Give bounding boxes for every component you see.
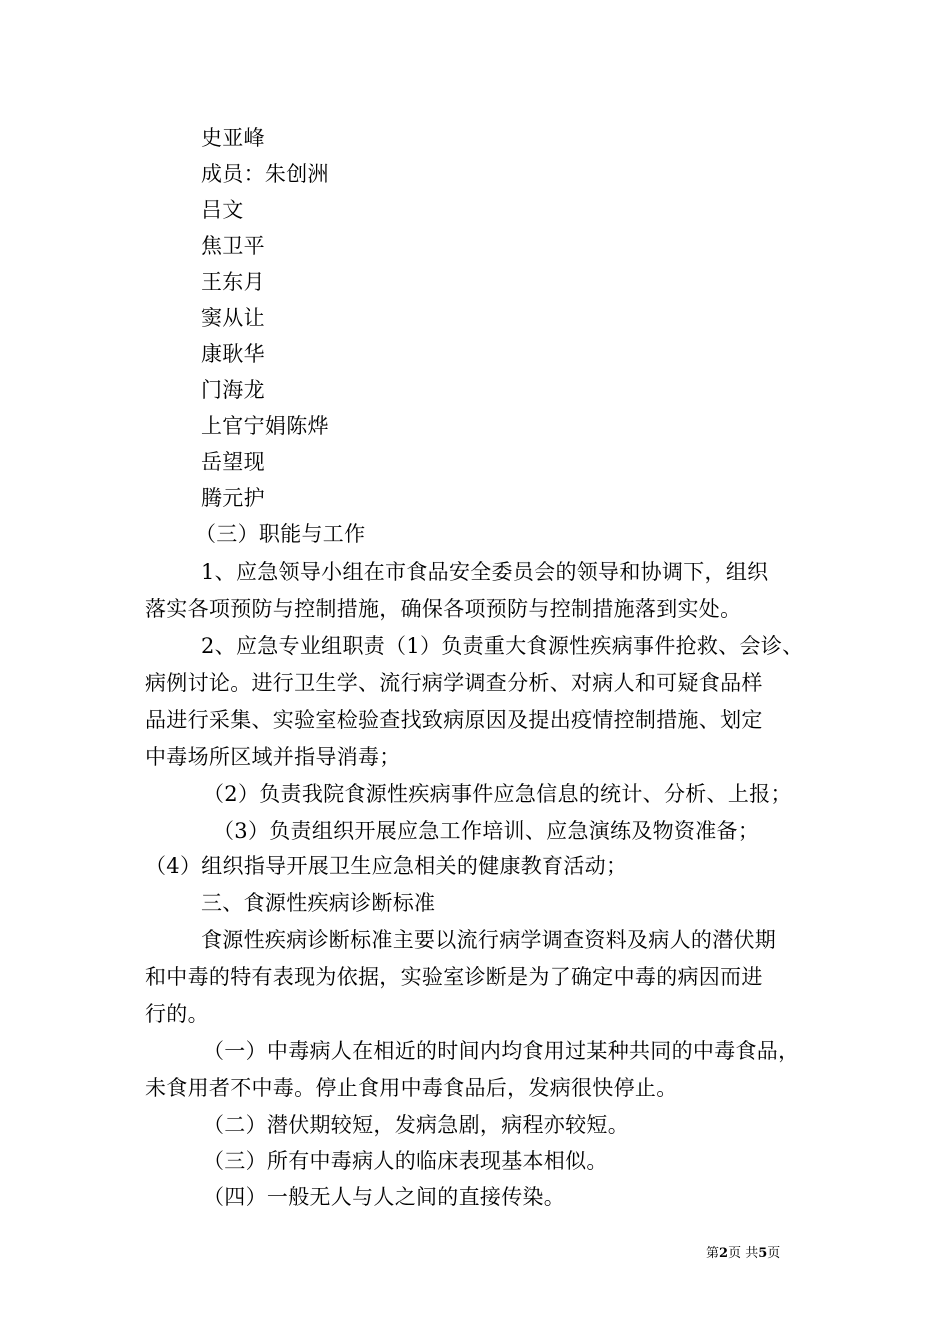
member-name: 康耿华: [201, 342, 265, 366]
paragraph-line: 中毒场所区域并指导消毒；: [145, 745, 401, 769]
paragraph-line: （一）中毒病人在相近的时间内均食用过某种共同的中毒食品，: [203, 1039, 800, 1063]
paragraph-line: （2）负责我院食源性疾病事件应急信息的统计、分析、上报；: [203, 782, 792, 806]
paragraph-line: 2、应急专业组职责（1）负责重大食源性疾病事件抢救、会诊、: [201, 634, 804, 658]
total-page-number: 5: [758, 1246, 768, 1261]
page-number-footer: [706, 1246, 780, 1262]
paragraph-line: 品进行采集、实验室检验查找致病原因及提出疫情控制措施、划定: [145, 708, 763, 732]
member-name: 门海龙: [201, 378, 265, 402]
member-name: 腾元护: [201, 486, 265, 510]
member-name: 史亚峰: [201, 126, 265, 150]
footer-prefix: 第: [706, 1246, 720, 1261]
member-name: 焦卫平: [201, 234, 265, 258]
member-name: 窦从让: [201, 306, 265, 330]
paragraph-line: （四）一般无人与人之间的直接传染。: [203, 1185, 566, 1209]
paragraph-line: 病例讨论。进行卫生学、流行病学调查分析、对病人和可疑食品样: [145, 671, 763, 695]
member-name: 朱创洲: [264, 162, 329, 186]
paragraph-line: （三）所有中毒病人的临床表现基本相似。: [203, 1149, 608, 1173]
paragraph-line: （二）潜伏期较短，发病急剧，病程亦较短。: [203, 1113, 629, 1137]
paragraph-line: （4）组织指导开展卫生应急相关的健康教育活动；: [145, 854, 628, 878]
paragraph-line: 1、应急领导小组在市食品安全委员会的领导和协调下，组织: [201, 560, 769, 584]
paragraph-line: 行的。: [145, 1002, 209, 1026]
paragraph-line: 未食用者不中毒。停止食用中毒食品后，发病很快停止。: [145, 1076, 678, 1100]
section-heading: （三）职能与工作: [195, 522, 366, 546]
member-name: 吕文: [201, 198, 244, 222]
footer-suffix: 页: [767, 1246, 781, 1261]
member-name: 上官宁娟陈烨: [201, 414, 329, 438]
member-name: 岳望现: [201, 450, 265, 474]
paragraph-line: （3）负责组织开展应急工作培训、应急演练及物资准备；: [213, 819, 760, 843]
current-page-number: 2: [719, 1246, 729, 1261]
member-name: 王东月: [201, 270, 265, 294]
members-line: [201, 161, 329, 187]
paragraph-line: 落实各项预防与控制措施，确保各项预防与控制措施落到实处。: [145, 597, 742, 621]
paragraph-line: 和中毒的特有表现为依据，实验室诊断是为了确定中毒的病因而进: [145, 965, 763, 989]
footer-middle: 页 共: [728, 1246, 759, 1261]
paragraph-line: 食源性疾病诊断标准主要以流行病学调查资料及病人的潜伏期: [201, 928, 777, 952]
section-heading: 三、食源性疾病诊断标准: [201, 891, 436, 915]
members-label: 成员：: [201, 162, 265, 186]
